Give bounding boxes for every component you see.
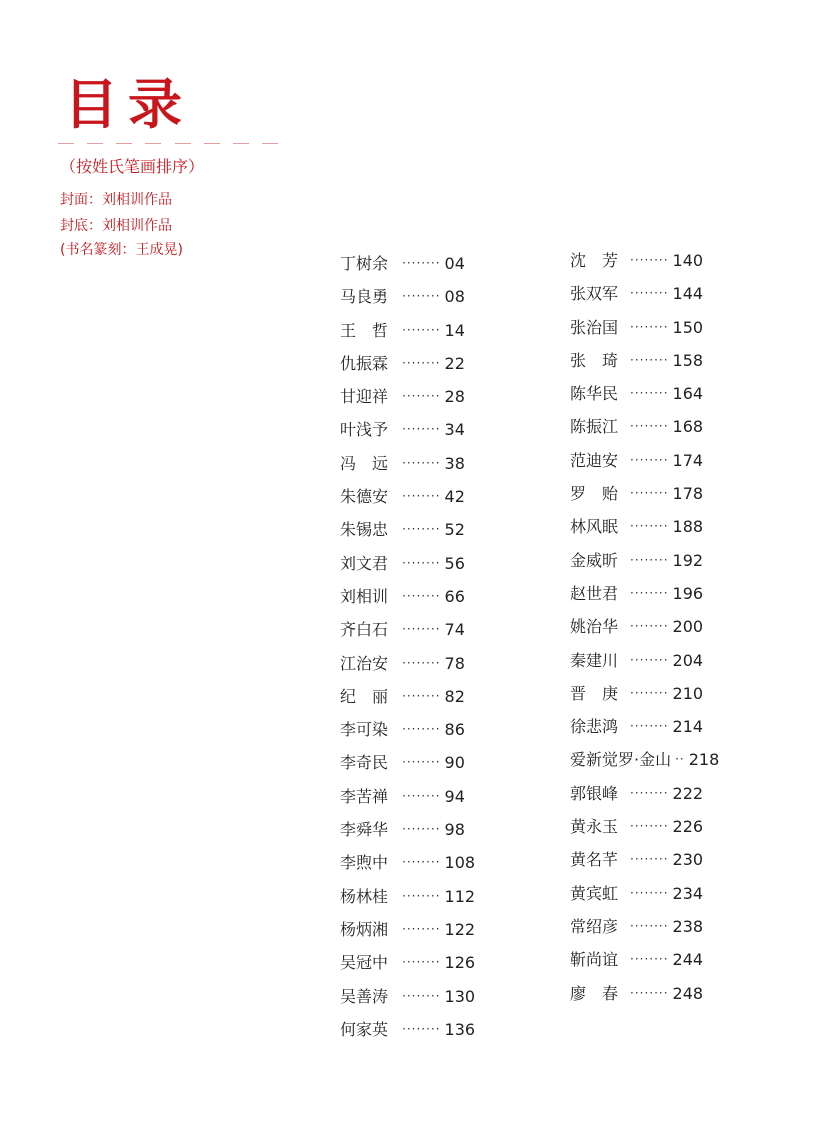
toc-entry[interactable] <box>570 510 719 543</box>
toc-entry-name: 仇振霖 <box>340 353 389 373</box>
toc-entry-page: 244 <box>672 950 704 970</box>
toc-leader-dots: ········ <box>630 652 669 667</box>
toc-leader-dots: ········ <box>630 685 669 700</box>
toc-entry-page: 164 <box>672 384 704 404</box>
toc-entry[interactable] <box>570 610 719 643</box>
toc-leader-dots: ········ <box>402 389 441 404</box>
toc-entry[interactable] <box>570 377 719 410</box>
toc-leader-dots: ········ <box>402 655 441 670</box>
toc-entry-name: 林风眠 <box>570 517 619 537</box>
toc-entry-name: 何家英 <box>340 1019 389 1039</box>
toc-entry[interactable] <box>340 813 475 846</box>
toc-entry[interactable] <box>340 513 475 546</box>
toc-entry[interactable] <box>340 880 475 913</box>
toc-leader-dots: ········ <box>402 788 441 803</box>
toc-entry-name: 陈振江 <box>570 417 619 437</box>
toc-entry-page: 90 <box>444 753 465 773</box>
toc-entry-page: 08 <box>444 287 465 307</box>
toc-entry[interactable] <box>340 247 475 280</box>
toc-entry[interactable] <box>570 743 719 776</box>
toc-leader-dots: ········ <box>402 588 441 603</box>
toc-entry-page: 196 <box>672 583 704 603</box>
toc-entry[interactable] <box>570 810 719 843</box>
toc-leader-dots: ········ <box>630 419 669 434</box>
toc-entry[interactable] <box>340 980 475 1013</box>
toc-entry-name: 黄名芊 <box>570 850 619 870</box>
toc-entry-name: 李可染 <box>340 720 389 740</box>
toc-leader-dots: ········ <box>402 522 441 537</box>
toc-entry-name: 张治国 <box>570 317 619 337</box>
toc-entry-page: 174 <box>672 450 704 470</box>
toc-entry-page: 56 <box>444 553 465 573</box>
toc-entry-name: 李奇民 <box>340 753 389 773</box>
toc-leader-dots: ········ <box>630 719 669 734</box>
toc-entry-page: 86 <box>444 720 465 740</box>
toc-entry-page: 234 <box>672 883 704 903</box>
toc-entry[interactable] <box>570 644 719 677</box>
toc-entry-page: 158 <box>672 350 704 370</box>
toc-entry-page: 112 <box>444 886 476 906</box>
toc-entry-name: 冯 远 <box>340 453 389 473</box>
toc-entry[interactable] <box>340 713 475 746</box>
toc-entry-page: 74 <box>444 620 465 640</box>
toc-entry-page: 192 <box>672 550 704 570</box>
toc-entry-page: 140 <box>672 251 704 270</box>
toc-entry-name: 秦建川 <box>570 650 619 670</box>
toc-leader-dots: ········ <box>402 622 441 637</box>
toc-entry-page: 218 <box>688 750 720 770</box>
toc-entry-name: 刘相训 <box>340 586 389 606</box>
toc-entry-page: 222 <box>672 783 704 803</box>
toc-entry-name: 朱德安 <box>340 487 389 507</box>
toc-leader-dots: ········ <box>630 819 669 834</box>
toc-leader-dots: ········ <box>630 785 669 800</box>
toc-entry-page: 238 <box>672 916 704 936</box>
page-subtitle: （按姓氏笔画排序） <box>60 157 205 176</box>
page-title: 目录 <box>64 72 192 136</box>
toc-entry-name: 靳尚谊 <box>570 950 619 970</box>
toc-leader-dots: ········ <box>630 452 669 467</box>
toc-entry-name: 李煦中 <box>340 853 389 873</box>
toc-entry[interactable] <box>570 877 719 910</box>
toc-leader-dots: ········ <box>402 422 441 437</box>
toc-leader-dots: ········ <box>402 955 441 970</box>
toc-entry-page: 66 <box>444 586 465 606</box>
toc-entry-page: 04 <box>444 254 465 273</box>
toc-entry[interactable] <box>340 913 475 946</box>
toc-entry-page: 150 <box>672 317 704 337</box>
toc-leader-dots: ········ <box>402 755 441 770</box>
toc-entry[interactable] <box>340 647 475 680</box>
toc-entry-name: 晋 庚 <box>570 683 619 703</box>
toc-entry[interactable] <box>340 946 475 979</box>
toc-leader-dots: ········ <box>630 619 669 634</box>
toc-entry-name: 李舜华 <box>340 820 389 840</box>
toc-leader-dots: ········ <box>630 486 669 501</box>
toc-entry-page: 226 <box>672 817 704 837</box>
toc-entry-page: 108 <box>444 853 476 873</box>
toc-entry[interactable] <box>340 480 475 513</box>
toc-entry-name: 金威昕 <box>570 550 619 570</box>
toc-entry[interactable] <box>340 380 475 413</box>
toc-entry-page: 126 <box>444 953 476 973</box>
toc-entry[interactable] <box>340 547 475 580</box>
toc-entry-page: 34 <box>444 420 465 440</box>
toc-leader-dots: ········ <box>402 722 441 737</box>
toc-entry-name: 马良勇 <box>340 287 389 307</box>
toc-entry-name: 赵世君 <box>570 583 619 603</box>
toc-entry-name: 徐悲鸿 <box>570 717 619 737</box>
toc-entry[interactable] <box>570 277 719 310</box>
toc-entry-name: 罗 贻 <box>570 484 619 504</box>
toc-entry[interactable] <box>340 447 475 480</box>
toc-leader-dots: ········ <box>630 552 669 567</box>
toc-entry-name: 江治安 <box>340 653 389 673</box>
toc-leader-dots: ·· <box>675 752 685 767</box>
toc-leader-dots: ········ <box>630 319 669 334</box>
toc-entry-page: 14 <box>444 320 465 340</box>
toc-entry-page: 248 <box>672 983 704 1003</box>
toc-leader-dots: ········ <box>402 256 441 270</box>
toc-leader-dots: ········ <box>630 985 669 1000</box>
toc-entry-name: 郭银峰 <box>570 783 619 803</box>
seal-credit: (书名篆刻：王成晃) <box>60 242 183 258</box>
toc-leader-dots: ········ <box>402 489 441 504</box>
toc-entry-name: 范迪安 <box>570 450 619 470</box>
toc-leader-dots: ········ <box>402 822 441 837</box>
toc-entry[interactable] <box>570 577 719 610</box>
toc-entry-name: 刘文君 <box>340 553 389 573</box>
toc-entry[interactable] <box>570 977 719 1010</box>
toc-leader-dots: ········ <box>402 355 441 370</box>
toc-entry[interactable] <box>570 677 719 710</box>
toc-entry[interactable] <box>570 777 719 810</box>
toc-entry[interactable] <box>570 244 719 277</box>
toc-entry-name: 张双军 <box>570 284 619 304</box>
toc-leader-dots: ········ <box>630 952 669 967</box>
toc-entry[interactable] <box>340 680 475 713</box>
toc-entry-page: 210 <box>672 683 704 703</box>
toc-entry-name: 杨炳湘 <box>340 919 389 939</box>
toc-leader-dots: ········ <box>402 921 441 936</box>
toc-entry-name: 朱锡忠 <box>340 520 389 540</box>
back-cover-credit: 封底：刘相训作品 <box>60 218 172 234</box>
toc-leader-dots: ········ <box>402 888 441 903</box>
toc-entry-page: 42 <box>444 487 465 507</box>
toc-leader-dots: ········ <box>630 253 669 267</box>
toc-leader-dots: ········ <box>402 988 441 1003</box>
decorative-dashes <box>58 142 278 146</box>
toc-entry-page: 214 <box>672 717 704 737</box>
toc-entry[interactable] <box>340 580 475 613</box>
toc-entry-name: 沈 芳 <box>570 251 619 270</box>
toc-entry-name: 廖 春 <box>570 983 619 1003</box>
toc-entry-page: 230 <box>672 850 704 870</box>
toc-entry-name: 齐白石 <box>340 620 389 640</box>
toc-entry-name: 吴善涛 <box>340 986 389 1006</box>
toc-entry[interactable] <box>570 344 719 377</box>
toc-entry-page: 168 <box>672 417 704 437</box>
toc-entry[interactable] <box>340 413 475 446</box>
toc-entry-page: 82 <box>444 686 465 706</box>
toc-entry[interactable] <box>570 311 719 344</box>
toc-entry[interactable] <box>340 613 475 646</box>
toc-entry-name: 纪 丽 <box>340 686 389 706</box>
toc-entry-name: 李苦禅 <box>340 786 389 806</box>
toc-entry-page: 136 <box>444 1019 476 1039</box>
toc-entry[interactable] <box>570 410 719 443</box>
toc-entry[interactable] <box>340 280 475 313</box>
toc-entry-page: 52 <box>444 520 465 540</box>
toc-leader-dots: ········ <box>630 918 669 933</box>
toc-entry[interactable] <box>340 846 475 879</box>
toc-leader-dots: ········ <box>630 519 669 534</box>
toc-entry-page: 200 <box>672 617 704 637</box>
toc-leader-dots: ········ <box>630 885 669 900</box>
toc-entry-name: 黄宾虹 <box>570 883 619 903</box>
toc-entry[interactable] <box>570 544 719 577</box>
toc-entry-page: 38 <box>444 453 465 473</box>
toc-entry[interactable] <box>340 314 475 347</box>
toc-leader-dots: ········ <box>630 286 669 301</box>
toc-entry-page: 28 <box>444 387 465 407</box>
toc-entry-page: 130 <box>444 986 476 1006</box>
toc-entry-page: 22 <box>444 353 465 373</box>
toc-entry[interactable] <box>570 843 719 876</box>
toc-leader-dots: ········ <box>402 1021 441 1036</box>
toc-entry[interactable] <box>570 477 719 510</box>
toc-entry-page: 78 <box>444 653 465 673</box>
toc-leader-dots: ········ <box>402 322 441 337</box>
toc-leader-dots: ········ <box>630 852 669 867</box>
toc-leader-dots: ········ <box>402 688 441 703</box>
cover-credit: 封面：刘相训作品 <box>60 192 172 208</box>
toc-entry-name: 吴冠中 <box>340 953 389 973</box>
toc-entry-name: 姚治华 <box>570 617 619 637</box>
toc-entry[interactable] <box>570 943 719 976</box>
toc-column-left <box>340 247 475 1046</box>
toc-entry-name: 爱新觉罗·金山 <box>570 750 672 770</box>
toc-entry-name: 王 哲 <box>340 320 389 340</box>
toc-entry-name: 丁树余 <box>340 254 389 273</box>
toc-entry[interactable] <box>570 910 719 943</box>
toc-leader-dots: ········ <box>402 289 441 304</box>
toc-entry-page: 204 <box>672 650 704 670</box>
toc-leader-dots: ········ <box>630 585 669 600</box>
toc-leader-dots: ········ <box>402 555 441 570</box>
toc-leader-dots: ········ <box>402 855 441 870</box>
toc-entry[interactable] <box>570 444 719 477</box>
toc-entry-name: 常绍彦 <box>570 916 619 936</box>
toc-entry-name: 张 琦 <box>570 350 619 370</box>
toc-entry-name: 黄永玉 <box>570 817 619 837</box>
toc-entry-page: 94 <box>444 786 465 806</box>
toc-entry[interactable] <box>340 780 475 813</box>
toc-leader-dots: ········ <box>630 386 669 401</box>
toc-entry-name: 甘迎祥 <box>340 387 389 407</box>
toc-entry-page: 144 <box>672 284 704 304</box>
toc-leader-dots: ········ <box>630 352 669 367</box>
toc-entry[interactable] <box>340 746 475 779</box>
toc-entry-page: 122 <box>444 919 476 939</box>
toc-entry-name: 叶浅予 <box>340 420 389 440</box>
toc-entry-page: 188 <box>672 517 704 537</box>
toc-leader-dots: ········ <box>402 455 441 470</box>
toc-entry[interactable] <box>340 1013 475 1046</box>
toc-entry[interactable] <box>340 347 475 380</box>
toc-entry-page: 98 <box>444 820 465 840</box>
toc-entry-name: 陈华民 <box>570 384 619 404</box>
toc-entry-page: 178 <box>672 484 704 504</box>
toc-entry-name: 杨林桂 <box>340 886 389 906</box>
toc-entry[interactable] <box>570 710 719 743</box>
toc-column-right <box>570 244 719 1010</box>
